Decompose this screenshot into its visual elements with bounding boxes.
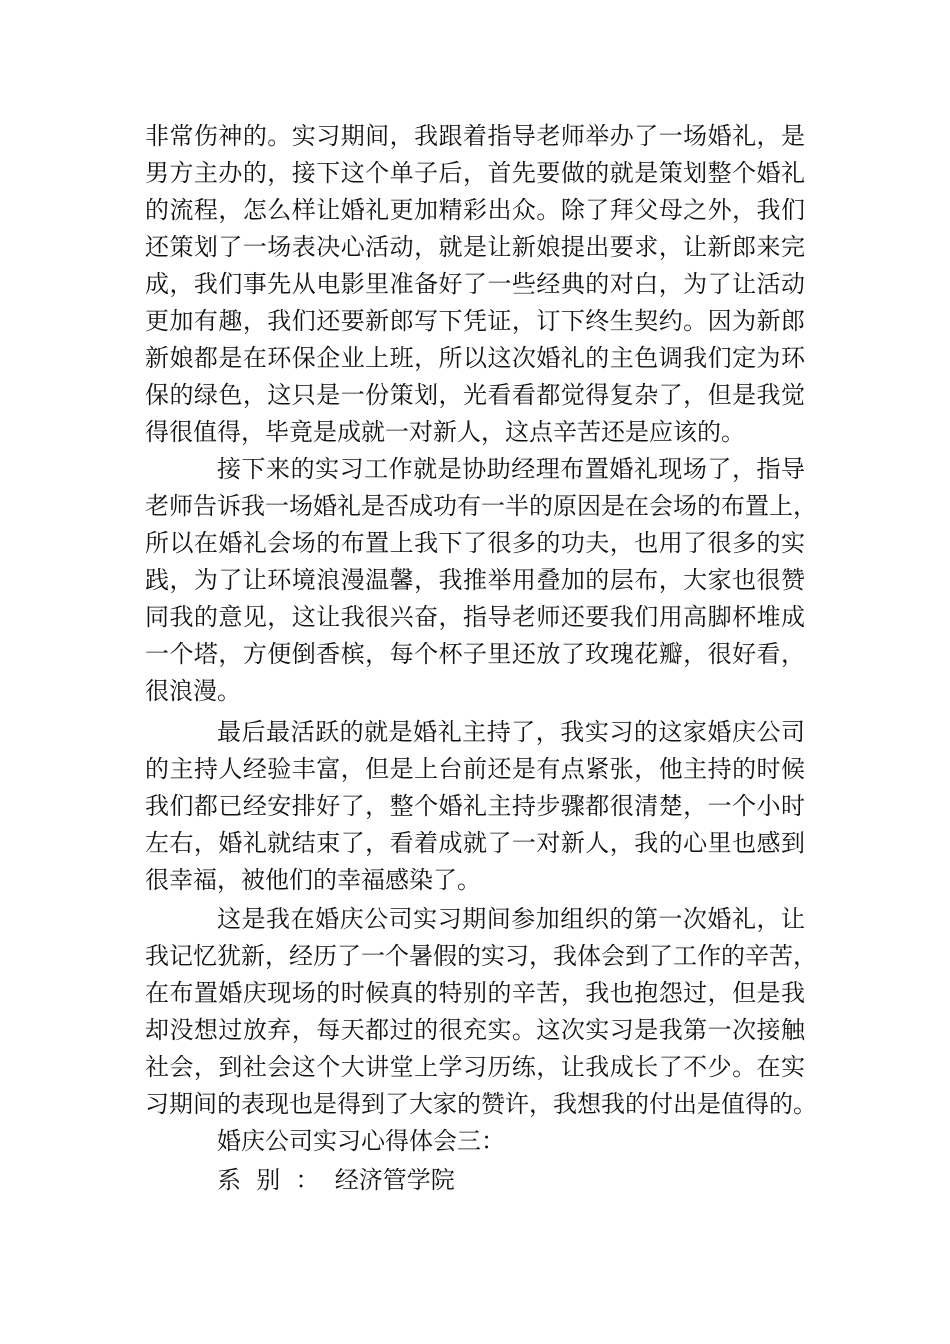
paragraph-line: 接下来的实习工作就是协助经理布置婚礼现场了，指导 [217, 455, 805, 483]
department-line: 系 别 ： 经济管学院 [217, 1166, 455, 1194]
paragraph-line: 我们都已经安排好了，整个婚礼主持步骤都很清楚，一个小时 [145, 792, 805, 820]
paragraph-line: 习期间的表现也是得到了大家的赞许，我想我的付出是值得的。 [145, 1090, 817, 1118]
paragraph-line: 成，我们事先从电影里准备好了一些经典的对白，为了让活动 [145, 270, 805, 298]
paragraph-line: 的流程，怎么样让婚礼更加精彩出众。除了拜父母之外，我们 [145, 196, 805, 224]
paragraph-line: 在布置婚庆现场的时候真的特别的辛苦，我也抱怨过，但是我 [145, 979, 805, 1007]
paragraph-line: 这是我在婚庆公司实习期间参加组织的第一次婚礼，让 [217, 905, 805, 933]
paragraph-line: 的主持人经验丰富，但是上台前还是有点紧张，他主持的时候 [145, 755, 805, 783]
paragraph-line: 践，为了让环境浪漫温馨，我推举用叠加的层布，大家也很赞 [145, 566, 805, 594]
paragraph-line: 保的绿色，这只是一份策划，光看看都觉得复杂了，但是我觉 [145, 381, 805, 409]
paragraph-line: 更加有趣，我们还要新郎写下凭证，订下终生契约。因为新郎 [145, 307, 805, 335]
paragraph-line: 新娘都是在环保企业上班，所以这次婚礼的主色调我们定为环 [145, 344, 805, 372]
paragraph-line: 很浪漫。 [145, 677, 241, 705]
paragraph-line: 同我的意见，这让我很兴奋，指导老师还要我们用高脚杯堆成 [145, 603, 805, 631]
paragraph-line: 很幸福，被他们的幸福感染了。 [145, 866, 481, 894]
paragraph-line: 所以在婚礼会场的布置上我下了很多的功夫，也用了很多的实 [145, 529, 805, 557]
paragraph-line: 左右，婚礼就结束了，看着成就了一对新人，我的心里也感到 [145, 829, 805, 857]
section-heading: 婚庆公司实习心得体会三： [217, 1127, 505, 1155]
paragraph-line: 却没想过放弃，每天都过的很充实。这次实习是我第一次接触 [145, 1016, 805, 1044]
paragraph-line: 最后最活跃的就是婚礼主持了，我实习的这家婚庆公司 [217, 718, 805, 746]
paragraph-line: 我记忆犹新，经历了一个暑假的实习，我体会到了工作的辛苦， [145, 942, 817, 970]
paragraph-line: 老师告诉我一场婚礼是否成功有一半的原因是在会场的布置上， [145, 492, 817, 520]
paragraph-line: 得很值得，毕竟是成就一对新人，这点辛苦还是应该的。 [145, 418, 745, 446]
paragraph-line: 还策划了一场表决心活动，就是让新娘提出要求，让新郎来完 [145, 233, 805, 261]
paragraph-line: 非常伤神的。实习期间，我跟着指导老师举办了一场婚礼，是 [145, 122, 805, 150]
paragraph-line: 社会，到社会这个大讲堂上学习历练，让我成长了不少。在实 [145, 1053, 805, 1081]
paragraph-line: 一个塔，方便倒香槟，每个杯子里还放了玫瑰花瓣，很好看， [145, 640, 805, 668]
paragraph-line: 男方主办的，接下这个单子后，首先要做的就是策划整个婚礼 [145, 159, 805, 187]
